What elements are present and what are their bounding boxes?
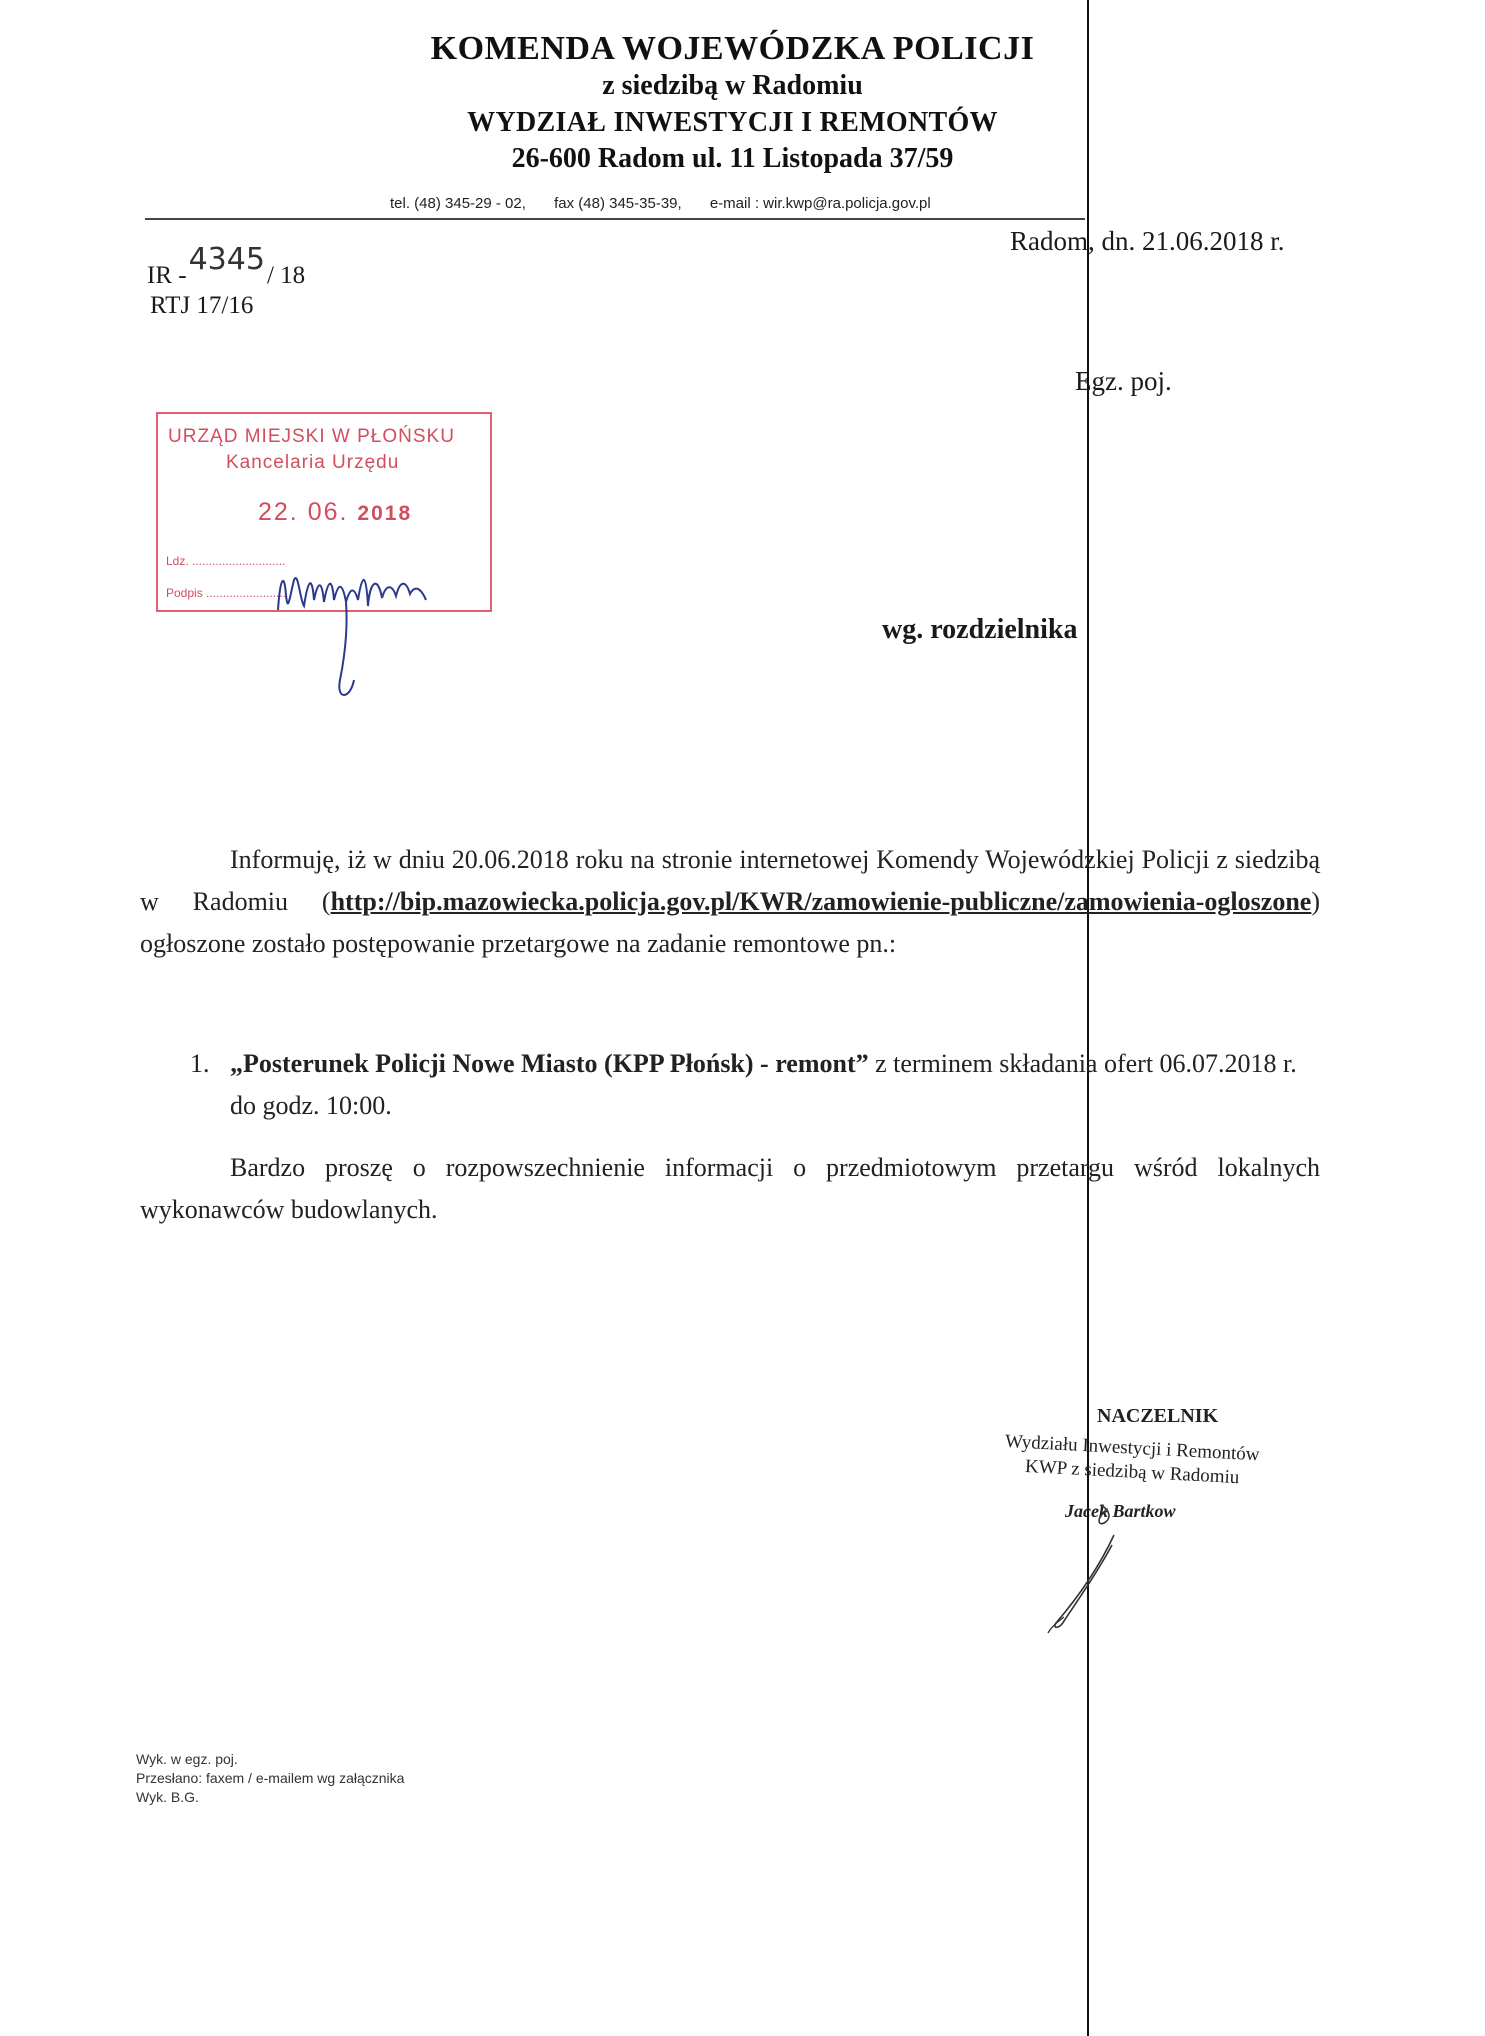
footer-notes — [136, 1750, 404, 1807]
tender-item-title: „Posterunek Policji Nowe Miasto (KPP Płońsk) - remont” — [230, 1049, 869, 1078]
header-contact — [390, 195, 955, 212]
header-institution: KOMENDA WOJEWÓDZKA POLICJI — [430, 30, 1035, 67]
reference-rtj: RTJ 17/16 — [150, 292, 254, 319]
header-fax: fax (48) 345-35-39, — [554, 195, 682, 212]
fold-line — [1087, 0, 1089, 2036]
reference-number — [147, 242, 306, 291]
header-divider — [145, 218, 1085, 220]
footer-line-3: Wyk. B.G. — [136, 1789, 199, 1805]
copy-note: Egz. poj. — [1075, 366, 1172, 396]
place-date: Radom, dn. 21.06.2018 r. — [1010, 226, 1285, 256]
header-seat: z siedzibą w Radomiu — [602, 70, 863, 101]
header-address: 26-600 Radom ul. 11 Listopada 37/59 — [511, 143, 954, 174]
header-email: e-mail : wir.kwp@ra.policja.gov.pl — [709, 195, 931, 212]
stamp-signature-scribble — [270, 540, 440, 710]
stamp-date-year: 2018 — [357, 502, 413, 525]
stamp-office: URZĄD MIEJSKI W PŁOŃSKU — [168, 426, 455, 447]
signature-title: NACZELNIK — [1097, 1405, 1219, 1427]
stamp-date — [258, 498, 412, 527]
body-paragraph-1 — [140, 839, 1320, 965]
footer-line-1: Wyk. w egz. poj. — [136, 1751, 238, 1767]
reference-prefix: IR - — [147, 262, 187, 289]
body-paragraph-1-text — [140, 839, 1320, 965]
tender-item-rest: z terminem składania ofert 06.07.2018 r. do godz. 10:00. — [230, 1049, 1297, 1120]
reference-handwritten-number: 4345 — [188, 242, 265, 277]
stamp-date-day-month: 22. 06. — [258, 498, 349, 526]
body-paragraph-2 — [140, 1147, 1320, 1231]
signature-unit: KWP z siedzibą w Radomiu — [1024, 1456, 1240, 1489]
footer-line-2: Przesłano: faxem / e-mailem wg załącznika — [136, 1770, 405, 1786]
body-paragraph-2-text: Bardzo proszę o rozpowszechnienie informacji o przedmiotowym przetargu wśród lokalnych wykonawców budowlanych. — [140, 1153, 1320, 1224]
reference-suffix: / 18 — [266, 262, 306, 289]
recipient: wg. rozdzielnika — [882, 614, 1078, 645]
stamp-department: Kancelaria Urzędu — [226, 452, 400, 473]
tender-item-number: 1. — [190, 1049, 210, 1078]
header-department: WYDZIAŁ INWESTYCJI I REMONTÓW — [467, 107, 998, 138]
signature-department: Wydziału Inwestycji i Remontów — [1004, 1431, 1261, 1466]
bip-link[interactable]: http://bip.mazowiecka.policja.gov.pl/KWR/zamowienie-publiczne/zamowienia-ogloszone — [330, 887, 1312, 916]
tender-item-body — [230, 1043, 1320, 1127]
handwritten-signature — [1040, 1505, 1160, 1635]
signature-name: Jacek Bartkow — [1065, 1501, 1176, 1521]
stamp-field-lp: Ldz. ............................ — [166, 554, 286, 568]
stamp-field-podpis: Podpis ........................ — [166, 586, 287, 600]
body-p1-end: ) ogłoszone zostało postępowanie przetargowe na zadanie remontowe pn.: — [140, 887, 1320, 958]
body-p1-start: Informuję, iż w dniu 20.06.2018 roku na stronie internetowej Komendy Wojewódzkiej Policji z siedzibą w Radomiu ( — [140, 845, 1320, 916]
header-tel: tel. (48) 345-29 - 02, — [390, 195, 526, 212]
